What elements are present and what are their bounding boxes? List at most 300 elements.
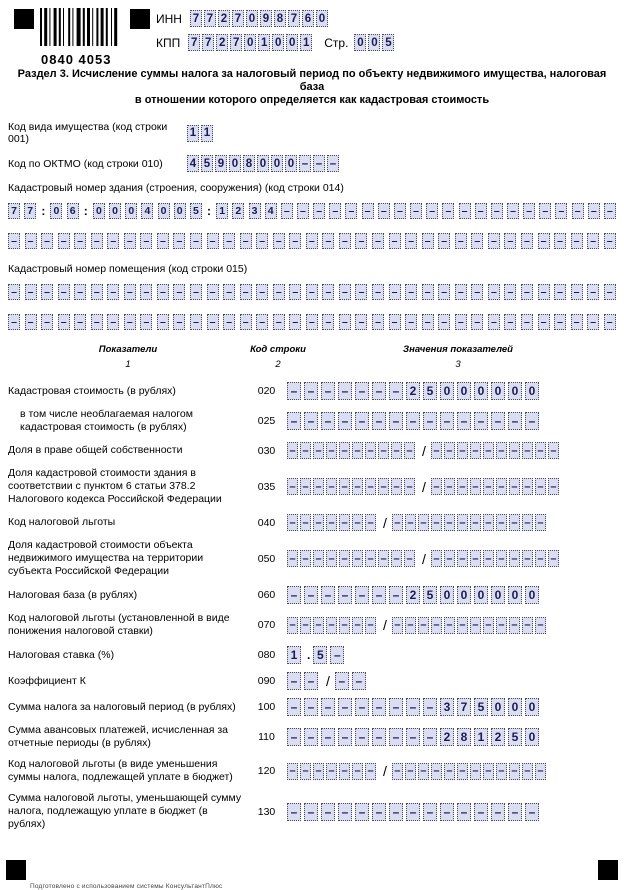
form-cell: –	[321, 412, 335, 430]
form-cell: –	[491, 803, 505, 821]
form-cell: –	[423, 728, 437, 746]
form-cell: –	[431, 442, 442, 459]
form-cell: –	[470, 763, 481, 780]
form-cell: –	[207, 314, 219, 330]
form-cell: 0	[158, 203, 170, 219]
form-cell: –	[304, 803, 318, 821]
form-cell: –	[389, 803, 403, 821]
form-cell: –	[470, 550, 481, 567]
row-code: 110	[258, 731, 275, 743]
registration-mark-top-left	[14, 9, 34, 29]
form-cell: –	[535, 442, 546, 459]
form-cell: –	[404, 478, 415, 495]
form-cell: –	[190, 233, 202, 249]
form-cell: –	[91, 233, 103, 249]
form-cell: –	[426, 203, 438, 219]
form-cell: –	[300, 478, 311, 495]
form-cell: –	[240, 233, 252, 249]
form-cell: 7	[288, 10, 300, 27]
row-code: 025	[257, 415, 276, 427]
form-cell: –	[496, 617, 507, 634]
form-cell: 0	[491, 382, 505, 400]
form-cell: –	[299, 155, 311, 172]
form-cell: –	[256, 314, 268, 330]
form-cell: –	[124, 233, 136, 249]
form-cell: 4	[187, 155, 199, 172]
form-cell: 5	[423, 382, 437, 400]
form-cell: 8	[457, 728, 471, 746]
form-cell: –	[431, 478, 442, 495]
form-cell: –	[372, 314, 384, 330]
form-cell: –	[423, 412, 437, 430]
form-cell: –	[306, 314, 318, 330]
form-cell: 2	[491, 728, 505, 746]
row-label: Код налоговой льготы (в виде уменьшения суммы налога, подлежащей уплате в бюджет)	[8, 758, 233, 783]
row-label: Налоговая база (в рублях)	[8, 588, 138, 601]
form-cell: –	[457, 803, 471, 821]
form-cell: –	[525, 803, 539, 821]
form-cell: –	[538, 233, 550, 249]
cell-separator: /	[383, 514, 387, 531]
form-cell: 0	[508, 698, 522, 716]
form-cell: 0	[474, 586, 488, 604]
form-cell: –	[554, 314, 566, 330]
form-cell: –	[508, 412, 522, 430]
form-cell: –	[410, 203, 422, 219]
form-cell: –	[58, 284, 70, 300]
form-cell: 0	[174, 203, 186, 219]
form-cell: 0	[257, 155, 269, 172]
kpp-field[interactable]	[188, 34, 314, 51]
form-cell: –	[74, 314, 86, 330]
row-code: 080	[257, 649, 276, 661]
form-cell: –	[355, 284, 367, 300]
form-cell: –	[496, 550, 507, 567]
row-value-field[interactable]	[287, 382, 542, 400]
row-code: 030	[257, 444, 276, 457]
form-cell: –	[431, 763, 442, 780]
oktmo-label: Код по ОКТМО (код строки 010)	[8, 157, 163, 170]
form-cell: –	[330, 646, 344, 664]
form-cell: –	[321, 803, 335, 821]
form-cell: –	[223, 233, 235, 249]
row-value-field[interactable]	[287, 478, 561, 495]
form-cell: –	[444, 478, 455, 495]
form-cell: –	[391, 442, 402, 459]
oktmo-field[interactable]	[187, 155, 341, 172]
form-cell: –	[405, 514, 416, 531]
form-cell: –	[297, 203, 309, 219]
form-cell: –	[470, 514, 481, 531]
form-cell: –	[405, 284, 417, 300]
form-cell: –	[287, 763, 298, 780]
barcode-digits: 0840 4053	[41, 52, 112, 67]
room-cadastral-line2[interactable]	[8, 314, 616, 330]
row-label: Кадастровая стоимость (в рублях)	[8, 384, 176, 397]
form-cell: –	[338, 698, 352, 716]
cell-separator: .	[307, 648, 311, 662]
table-header	[8, 344, 616, 370]
form-cell: –	[365, 617, 376, 634]
form-cell: –	[535, 550, 546, 567]
form-cell: –	[326, 442, 337, 459]
row-code: 130	[257, 805, 276, 818]
form-cell: 0	[109, 203, 121, 219]
row-value-field[interactable]	[287, 646, 347, 664]
row-value-field[interactable]	[287, 672, 369, 690]
form-cell: –	[392, 617, 403, 634]
form-cell: 7	[24, 203, 36, 219]
form-cell: –	[256, 233, 268, 249]
row-value-field[interactable]	[287, 803, 542, 821]
form-cell: –	[389, 728, 403, 746]
building-cadastral-line2[interactable]	[8, 233, 616, 249]
form-cell: –	[554, 284, 566, 300]
row-value-field[interactable]	[287, 728, 542, 746]
form-cell: –	[326, 478, 337, 495]
form-cell: –	[335, 672, 349, 690]
form-cell: –	[604, 314, 616, 330]
building-cadastral-line1[interactable]	[8, 203, 616, 219]
form-cell: –	[304, 412, 318, 430]
form-cell: –	[273, 284, 285, 300]
page-label: Стр.	[324, 35, 349, 50]
form-cell: –	[488, 314, 500, 330]
form-cell: –	[509, 617, 520, 634]
form-cell: 7	[188, 34, 200, 51]
form-cell: –	[455, 314, 467, 330]
form-cell: –	[355, 803, 369, 821]
form-cell: –	[313, 155, 325, 172]
form-cell: –	[365, 442, 376, 459]
form-cell: –	[306, 284, 318, 300]
form-cell: –	[444, 550, 455, 567]
row-value-field[interactable]	[287, 442, 561, 459]
form-cell: –	[418, 617, 429, 634]
form-cell: 0	[354, 34, 366, 51]
form-cell: –	[555, 203, 567, 219]
form-cell: –	[378, 478, 389, 495]
form-cell: 3	[249, 203, 261, 219]
form-cell: –	[365, 478, 376, 495]
form-cell: –	[355, 728, 369, 746]
registration-mark-top-right	[130, 9, 150, 29]
form-cell: 9	[260, 10, 272, 27]
form-cell: –	[41, 314, 53, 330]
form-cell: –	[313, 203, 325, 219]
table-row	[8, 612, 616, 638]
form-cell: –	[25, 233, 37, 249]
row-label: Код налоговой льготы	[8, 516, 116, 528]
col-header-values: Значения показателей	[403, 344, 513, 355]
form-cell: 2	[440, 728, 454, 746]
form-cell: –	[287, 728, 301, 746]
form-cell: 5	[313, 646, 327, 664]
form-cell: –	[571, 233, 583, 249]
form-cell: 0	[440, 586, 454, 604]
form-cell: –	[406, 412, 420, 430]
row-label: Коэффициент К	[8, 674, 86, 687]
form-cell: –	[483, 514, 494, 531]
row-code: 090	[257, 675, 276, 687]
form-cell: –	[372, 233, 384, 249]
inn-row	[156, 10, 396, 27]
form-cell: –	[471, 233, 483, 249]
form-cell: –	[372, 698, 386, 716]
form-cell: –	[339, 314, 351, 330]
form-cell: –	[496, 763, 507, 780]
form-cell: –	[313, 442, 324, 459]
row-code: 070	[257, 619, 276, 631]
form-cell: 0	[525, 698, 539, 716]
form-cell: –	[352, 550, 363, 567]
form-cell: –	[405, 314, 417, 330]
form-cell: 0	[474, 382, 488, 400]
form-cell: –	[523, 203, 535, 219]
form-cell: –	[173, 233, 185, 249]
form-cell: –	[8, 284, 20, 300]
form-cell: 0	[457, 382, 471, 400]
form-cell: –	[470, 617, 481, 634]
room-cadastral-line1[interactable]	[8, 284, 616, 300]
form-cell: 5	[508, 728, 522, 746]
form-cell: –	[496, 478, 507, 495]
cell-separator: :	[41, 204, 46, 218]
form-cell: 0	[440, 382, 454, 400]
form-cell: –	[91, 314, 103, 330]
property-type-field[interactable]	[187, 125, 215, 142]
form-header	[8, 0, 616, 67]
form-cell: 1	[216, 203, 228, 219]
row-value-field[interactable]	[287, 698, 542, 716]
form-cell: 0	[368, 34, 380, 51]
form-cell: –	[438, 233, 450, 249]
form-cell: –	[522, 550, 533, 567]
form-cell: –	[406, 728, 420, 746]
form-cell: –	[157, 314, 169, 330]
form-cell: –	[389, 314, 401, 330]
row-code: 035	[257, 480, 276, 493]
taxpayer-id-block	[156, 10, 396, 58]
row-value-field[interactable]	[287, 412, 542, 430]
form-cell: –	[522, 514, 533, 531]
registration-mark-bottom-right	[598, 860, 618, 880]
form-cell: –	[352, 442, 363, 459]
registration-mark-bottom-left	[6, 860, 26, 880]
form-cell: –	[304, 698, 318, 716]
table-row	[8, 672, 616, 690]
form-cell: 0	[491, 698, 505, 716]
row-value-field[interactable]	[287, 514, 548, 531]
form-cell: –	[240, 314, 252, 330]
form-cell: –	[444, 763, 455, 780]
form-cell: –	[455, 284, 467, 300]
form-cell: –	[287, 514, 298, 531]
form-cell: –	[338, 803, 352, 821]
form-cell: –	[488, 233, 500, 249]
form-cell: –	[173, 284, 185, 300]
kpp-label: КПП	[156, 35, 181, 50]
form-cell: 0	[50, 203, 62, 219]
inn-label: ИНН	[156, 11, 182, 26]
form-cell: –	[339, 617, 350, 634]
inn-field[interactable]	[190, 10, 330, 27]
form-cell: –	[438, 314, 450, 330]
row-value-field[interactable]	[287, 586, 542, 604]
form-cell: –	[74, 233, 86, 249]
form-cell: –	[440, 412, 454, 430]
form-cell: 4	[265, 203, 277, 219]
form-cell: –	[483, 763, 494, 780]
form-cell: –	[25, 314, 37, 330]
form-cell: –	[372, 382, 386, 400]
form-cell: 0	[508, 382, 522, 400]
form-cell: –	[491, 412, 505, 430]
form-cell: –	[587, 233, 599, 249]
form-cell: 0	[244, 34, 256, 51]
form-cell: –	[538, 314, 550, 330]
row-value-field[interactable]	[287, 550, 561, 567]
form-cell: –	[355, 698, 369, 716]
form-cell: –	[74, 284, 86, 300]
row-code: 100	[257, 701, 276, 713]
form-cell: –	[300, 617, 311, 634]
form-cell: 0	[93, 203, 105, 219]
oktmo-row	[8, 155, 616, 172]
page-number-field[interactable]	[354, 34, 396, 51]
form-cell: –	[548, 442, 559, 459]
form-cell: –	[339, 478, 350, 495]
form-cell: –	[389, 412, 403, 430]
form-cell: 0	[229, 155, 241, 172]
row-label: Сумма налоговой льготы, уменьшающей сумму налога, подлежащую уплате в бюджет (в рублях)	[8, 792, 242, 830]
form-cell: –	[457, 412, 471, 430]
cell-separator: :	[83, 204, 88, 218]
form-cell: –	[287, 478, 298, 495]
form-cell: –	[8, 314, 20, 330]
form-cell: –	[355, 586, 369, 604]
form-cell: 2	[406, 382, 420, 400]
form-cell: 7	[202, 34, 214, 51]
form-cell: –	[287, 698, 301, 716]
form-cell: –	[304, 728, 318, 746]
form-cell: –	[355, 382, 369, 400]
form-cell: –	[287, 617, 298, 634]
form-cell: –	[389, 284, 401, 300]
form-cell: 1	[287, 646, 301, 664]
form-cell: –	[365, 763, 376, 780]
form-cell: –	[389, 382, 403, 400]
form-cell: –	[300, 514, 311, 531]
form-barcode	[40, 8, 126, 69]
form-cell: –	[338, 728, 352, 746]
form-cell: –	[157, 284, 169, 300]
form-cell: –	[365, 514, 376, 531]
form-cell: –	[207, 284, 219, 300]
form-cell: 9	[215, 155, 227, 172]
form-cell: –	[389, 698, 403, 716]
form-cell: –	[457, 550, 468, 567]
form-cell: –	[405, 763, 416, 780]
form-cell: –	[483, 478, 494, 495]
form-cell: –	[522, 478, 533, 495]
form-cell: 0	[491, 586, 505, 604]
form-cell: –	[604, 284, 616, 300]
form-cell: –	[355, 314, 367, 330]
row-value-field[interactable]	[287, 763, 548, 780]
form-cell: –	[444, 514, 455, 531]
form-cell: –	[300, 550, 311, 567]
form-cell: –	[322, 233, 334, 249]
form-cell: –	[352, 763, 363, 780]
form-cell: 0	[525, 586, 539, 604]
row-value-field[interactable]	[287, 617, 548, 634]
form-cell: –	[587, 284, 599, 300]
form-cell: –	[521, 284, 533, 300]
form-cell: –	[91, 284, 103, 300]
form-cell: –	[8, 233, 20, 249]
col-number-3: 3	[455, 359, 461, 370]
form-cell: –	[287, 803, 301, 821]
form-cell: –	[289, 314, 301, 330]
form-cell: –	[405, 233, 417, 249]
form-cell: –	[548, 478, 559, 495]
form-cell: 7	[232, 10, 244, 27]
form-cell: 0	[525, 728, 539, 746]
form-cell: –	[339, 233, 351, 249]
form-cell: –	[321, 586, 335, 604]
form-cell: –	[304, 586, 318, 604]
form-cell: –	[300, 442, 311, 459]
watermark-text: Подготовлено с использованием системы КонсультантПлюс	[30, 883, 223, 890]
form-cell: –	[554, 233, 566, 249]
form-cell: –	[41, 233, 53, 249]
row-label: в том числе необлагаемая налогом кадастровая стоимость (в рублях)	[20, 408, 193, 433]
form-cell: –	[326, 550, 337, 567]
form-cell: –	[378, 442, 389, 459]
form-cell: –	[321, 698, 335, 716]
row-code: 050	[257, 552, 276, 565]
form-cell: 1	[201, 125, 213, 142]
form-cell: –	[459, 203, 471, 219]
form-cell: –	[326, 514, 337, 531]
form-cell: –	[372, 803, 386, 821]
section-title-line1: Раздел 3. Исчисление суммы налога за налоговый период по объекту недвижимого имущества, налоговая база	[17, 68, 607, 93]
form-cell: –	[339, 550, 350, 567]
form-cell: –	[300, 763, 311, 780]
form-cell: –	[327, 155, 339, 172]
form-cell: –	[431, 617, 442, 634]
form-cell: –	[338, 412, 352, 430]
form-cell: 0	[457, 586, 471, 604]
form-cell: –	[372, 412, 386, 430]
form-cell: 0	[272, 34, 284, 51]
form-cell: –	[326, 763, 337, 780]
form-cell: –	[173, 314, 185, 330]
form-cell: –	[404, 550, 415, 567]
form-cell: 5	[382, 34, 394, 51]
table-row	[8, 724, 616, 750]
form-cell: 5	[474, 698, 488, 716]
table-row	[8, 382, 616, 400]
row-label: Сумма авансовых платежей, исчисленная за отчетные периоды (в рублях)	[8, 724, 228, 749]
form-cell: –	[604, 203, 616, 219]
form-cell: –	[140, 284, 152, 300]
form-cell: –	[313, 550, 324, 567]
form-cell: –	[372, 586, 386, 604]
form-cell: –	[457, 478, 468, 495]
form-cell: 0	[316, 10, 328, 27]
